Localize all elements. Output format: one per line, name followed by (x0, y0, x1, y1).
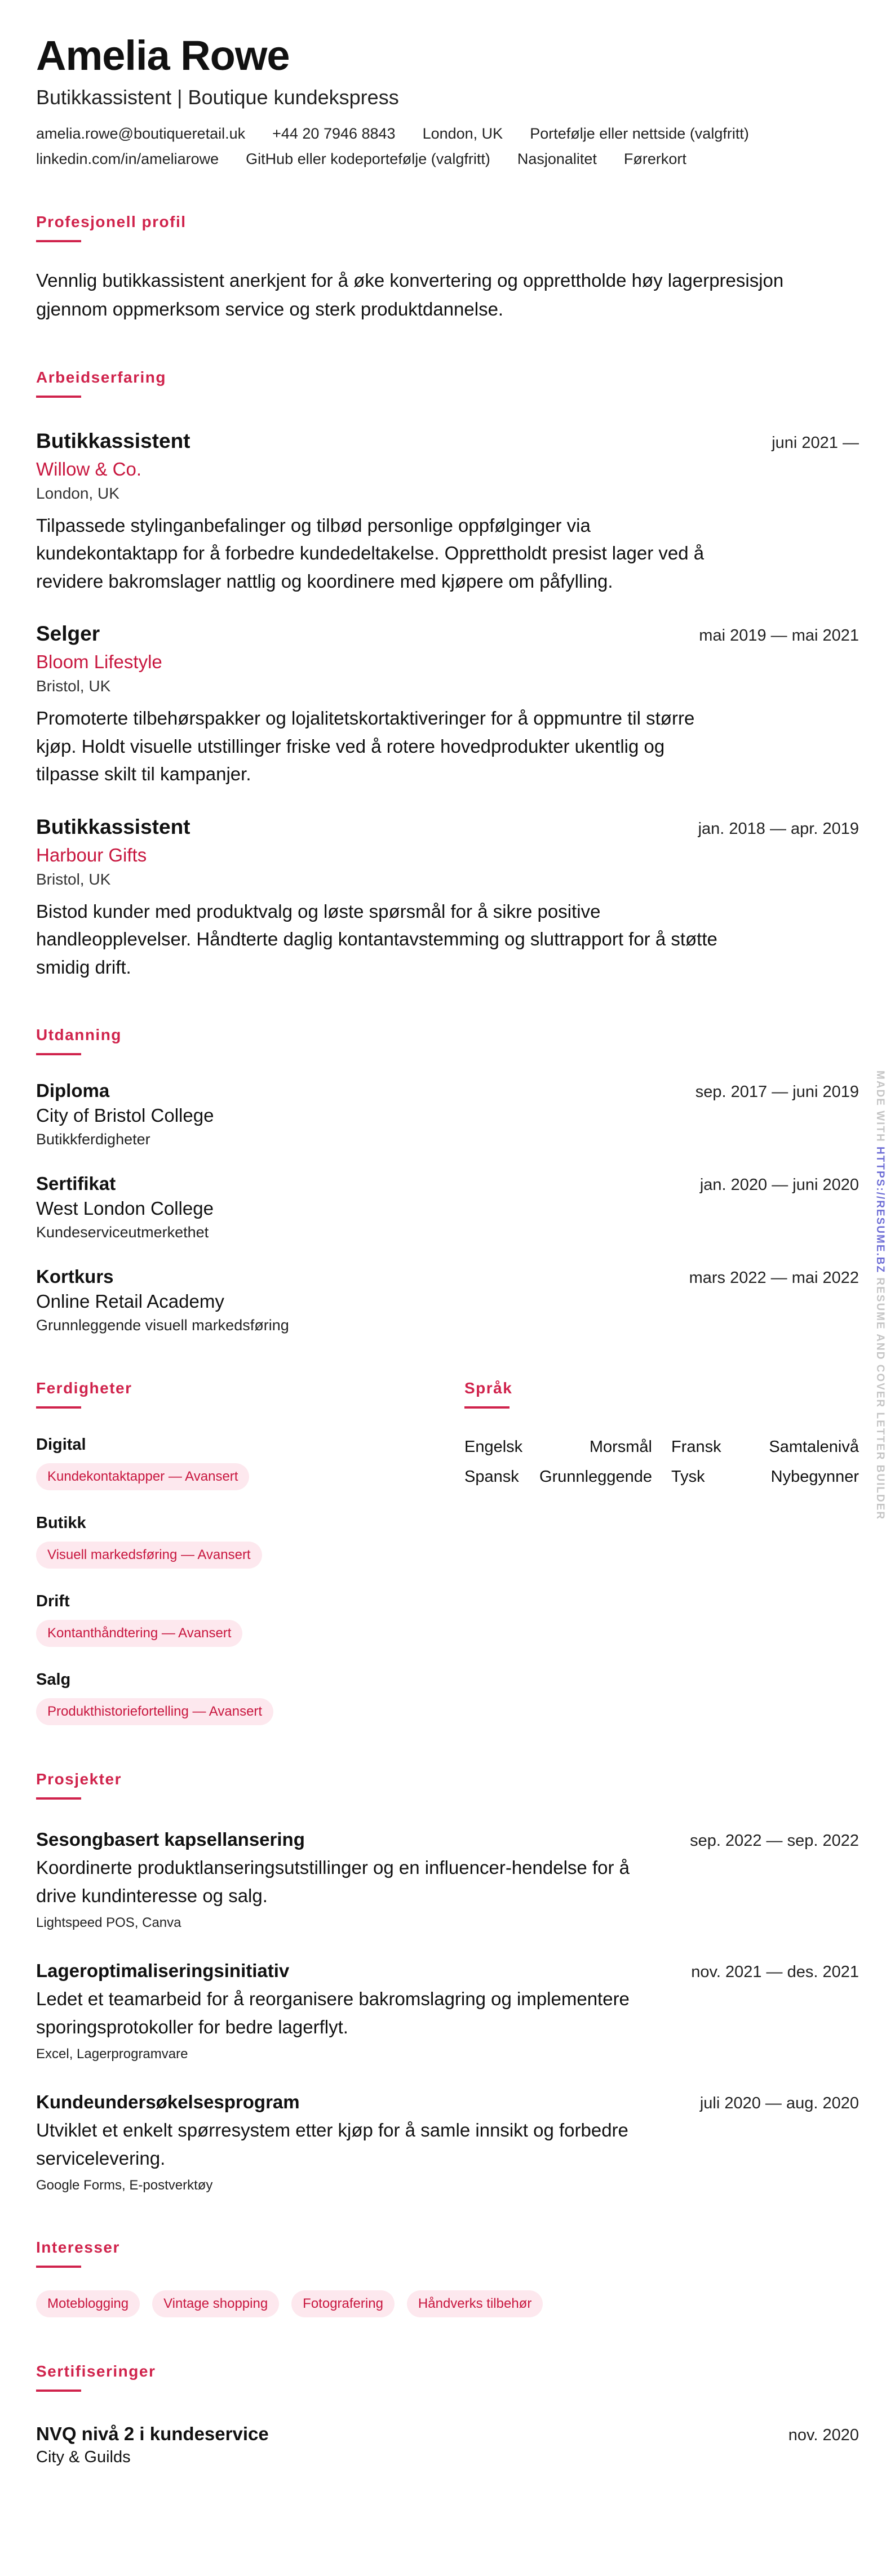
section-title: Profesjonell profil (36, 212, 187, 230)
section-divider (36, 1797, 81, 1800)
candidate-headline: Butikkassistent | Boutique kundekspress (36, 85, 399, 109)
job-location: Bristol, UK (36, 870, 111, 888)
candidate-name: Amelia Rowe (36, 32, 290, 79)
skill-group (36, 1671, 464, 1725)
contact-list (36, 125, 859, 168)
job-title: Butikkassistent (36, 429, 190, 452)
job-location: London, UK (36, 484, 119, 502)
skill-group (36, 1436, 464, 1490)
project-item (36, 1960, 859, 2062)
contact-linkedin[interactable]: linkedin.com/in/ameliarowe (36, 150, 219, 167)
interest-tag: Håndverks tilbehør (407, 2290, 543, 2317)
interest-list (36, 2290, 859, 2317)
skill-group-name: Butikk (36, 1514, 86, 1533)
interest-tag: Fotografering (291, 2290, 395, 2317)
project-description: Ledet et teamarbeid for å reorganisere bakromslagring og implementere sporingsprotokoller for bedre lagerflyt. (36, 1988, 630, 2037)
certification-name: NVQ nivå 2 i kundeservice (36, 2423, 269, 2445)
credit-suffix: RESUME AND COVER LETTER BUILDER (874, 1273, 886, 1521)
company-name: Willow & Co. (36, 458, 142, 479)
language-name: Spansk (464, 1468, 519, 1486)
project-item (36, 1829, 859, 1931)
project-dates: sep. 2022 — sep. 2022 (690, 1832, 859, 1850)
project-tools: Excel, Lagerprogramvare (36, 2046, 188, 2062)
skill-group-name: Salg (36, 1671, 71, 1689)
company-name: Bloom Lifestyle (36, 651, 162, 673)
section-title: Interesser (36, 2239, 120, 2257)
interests-section (36, 2239, 859, 2317)
contact-nationality: Nasjonalitet (517, 150, 597, 167)
contact-email[interactable]: amelia.rowe@boutiqueretail.uk (36, 125, 246, 142)
education-dates: mars 2022 — mai 2022 (689, 1269, 859, 1287)
job-description: Promoterte tilbehørspakker og lojalitetskortaktiveringer for å oppmuntre til større kjøp. Holdt visuelle utstillinger friske ved å rotere hovedprodukter ukentlig og tilpasse skilt til kampanjer. (36, 708, 695, 785)
builder-credit (872, 1071, 886, 1533)
certification-date: nov. 2020 (788, 2426, 859, 2445)
skill-tag: Kundekontaktapper — Avansert (36, 1463, 249, 1490)
skill-group (36, 1592, 464, 1647)
section-title: Arbeidserfaring (36, 368, 166, 386)
skill-tag: Kontanthåndtering — Avansert (36, 1620, 242, 1647)
resume-header (36, 34, 859, 168)
education-item (36, 1173, 859, 1241)
interest-tag: Vintage shopping (152, 2290, 279, 2317)
project-description: Utviklet et enkelt spørresystem etter kjøp for å samle innsikt og forbedre servicelevering. (36, 2120, 628, 2169)
project-item (36, 2091, 859, 2193)
job-title: Butikkassistent (36, 815, 190, 838)
contact-portfolio[interactable]: Portefølje eller nettside (valgfritt) (530, 125, 749, 142)
degree-title: Kortkurs (36, 1266, 114, 1287)
job-location: Bristol, UK (36, 677, 111, 695)
language-name: Engelsk (464, 1438, 523, 1456)
interest-tag: Moteblogging (36, 2290, 140, 2317)
skill-tag: Produkthistoriefortelling — Avansert (36, 1698, 273, 1725)
job-description: Bistod kunder med produktvalg og løste spørsmål for å sikre positive handleopplevelser. Håndterte daglig kontantavstemming og sluttrapport for å støtte smidig drift. (36, 900, 717, 978)
experience-item (36, 429, 859, 596)
project-dates: nov. 2021 — des. 2021 (691, 1963, 859, 1982)
degree-title: Sertifikat (36, 1173, 116, 1194)
section-title: Ferdigheter (36, 1379, 132, 1397)
section-divider (36, 2266, 81, 2268)
study-field: Grunnleggende visuell markedsføring (36, 1317, 289, 1334)
education-dates: sep. 2017 — juni 2019 (695, 1083, 859, 1102)
skill-group-name: Digital (36, 1436, 86, 1454)
degree-title: Diploma (36, 1080, 110, 1102)
school-name: City of Bristol College (36, 1105, 214, 1126)
language-item (464, 1438, 652, 1456)
certification-item (36, 2423, 859, 2467)
skills-section (36, 1379, 464, 1725)
section-divider (36, 2390, 81, 2392)
project-name: Lageroptimaliseringsinitiativ (36, 1960, 290, 1982)
section-divider (464, 1406, 509, 1409)
section-divider (36, 396, 81, 398)
skills-languages-row (36, 1379, 859, 1725)
school-name: Online Retail Academy (36, 1291, 224, 1312)
language-level: Grunnleggende (539, 1468, 652, 1486)
language-level: Nybegynner (770, 1468, 859, 1486)
certification-issuer: City & Guilds (36, 2448, 131, 2467)
section-divider (36, 1406, 81, 1409)
language-item (671, 1438, 859, 1456)
school-name: West London College (36, 1198, 214, 1219)
section-divider (36, 240, 81, 242)
builder-credit-text (874, 1071, 886, 1520)
language-level: Samtalenivå (769, 1438, 859, 1456)
job-dates: mai 2019 — mai 2021 (699, 627, 859, 645)
language-level: Morsmål (589, 1438, 652, 1456)
project-dates: juli 2020 — aug. 2020 (699, 2094, 859, 2113)
certifications-section (36, 2362, 859, 2467)
contact-drivers-license: Førerkort (623, 150, 686, 167)
skill-group-name: Drift (36, 1592, 70, 1611)
project-tools: Google Forms, E-postverktøy (36, 2178, 213, 2193)
language-item (671, 1468, 859, 1486)
study-field: Kundeserviceutmerkethet (36, 1224, 209, 1241)
project-name: Kundeundersøkelsesprogram (36, 2091, 300, 2113)
study-field: Butikkferdigheter (36, 1131, 150, 1148)
language-item (464, 1468, 652, 1486)
experience-item (36, 815, 859, 981)
skill-tag: Visuell markedsføring — Avansert (36, 1542, 262, 1569)
contact-phone[interactable]: +44 20 7946 8843 (272, 125, 396, 142)
project-tools: Lightspeed POS, Canva (36, 1915, 181, 1931)
education-dates: jan. 2020 — juni 2020 (699, 1176, 859, 1194)
experience-section (36, 368, 859, 981)
skill-group (36, 1514, 464, 1569)
resume-page (36, 34, 859, 2467)
section-title: Utdanning (36, 1026, 122, 1044)
contact-github[interactable]: GitHub eller kodeportefølje (valgfritt) (246, 150, 490, 167)
contact-location: London, UK (422, 125, 503, 142)
education-item (36, 1080, 859, 1148)
credit-prefix: MADE WITH (874, 1071, 886, 1147)
education-section (36, 1026, 859, 1334)
language-name: Tysk (671, 1468, 705, 1486)
experience-item (36, 622, 859, 788)
languages-section (464, 1379, 859, 1725)
section-title: Sertifiseringer (36, 2362, 156, 2380)
company-name: Harbour Gifts (36, 844, 147, 865)
projects-section (36, 1770, 859, 2193)
profile-summary: Vennlig butikkassistent anerkjent for å øke konvertering og opprettholde høy lagerpresisjon gjennom oppmerksom service og sterk produktdannelse. (36, 269, 784, 319)
project-description: Koordinerte produktlanseringsutstillinger og en influencer-hendelse for å drive kundinteresse og salg. (36, 1857, 630, 1906)
project-name: Sesongbasert kapsellansering (36, 1829, 305, 1850)
language-list (464, 1438, 859, 1486)
section-title: Språk (464, 1379, 513, 1397)
profile-section (36, 213, 859, 323)
builder-link[interactable]: HTTPS://RESUME.BZ (874, 1147, 886, 1274)
section-title: Prosjekter (36, 1770, 122, 1788)
section-divider (36, 1053, 81, 1055)
language-name: Fransk (671, 1438, 721, 1456)
education-item (36, 1266, 859, 1334)
job-dates: jan. 2018 — apr. 2019 (698, 819, 859, 838)
job-description: Tilpassede stylinganbefalinger og tilbød personlige oppfølginger via kundekontaktapp for å forbedre kundedeltakelse. Opprettholdt presist lager ved å revidere bakromslager nattlig og koordinere med kjøpere om påfylling. (36, 514, 705, 592)
job-dates: juni 2021 — (772, 433, 859, 452)
job-title: Selger (36, 622, 100, 646)
